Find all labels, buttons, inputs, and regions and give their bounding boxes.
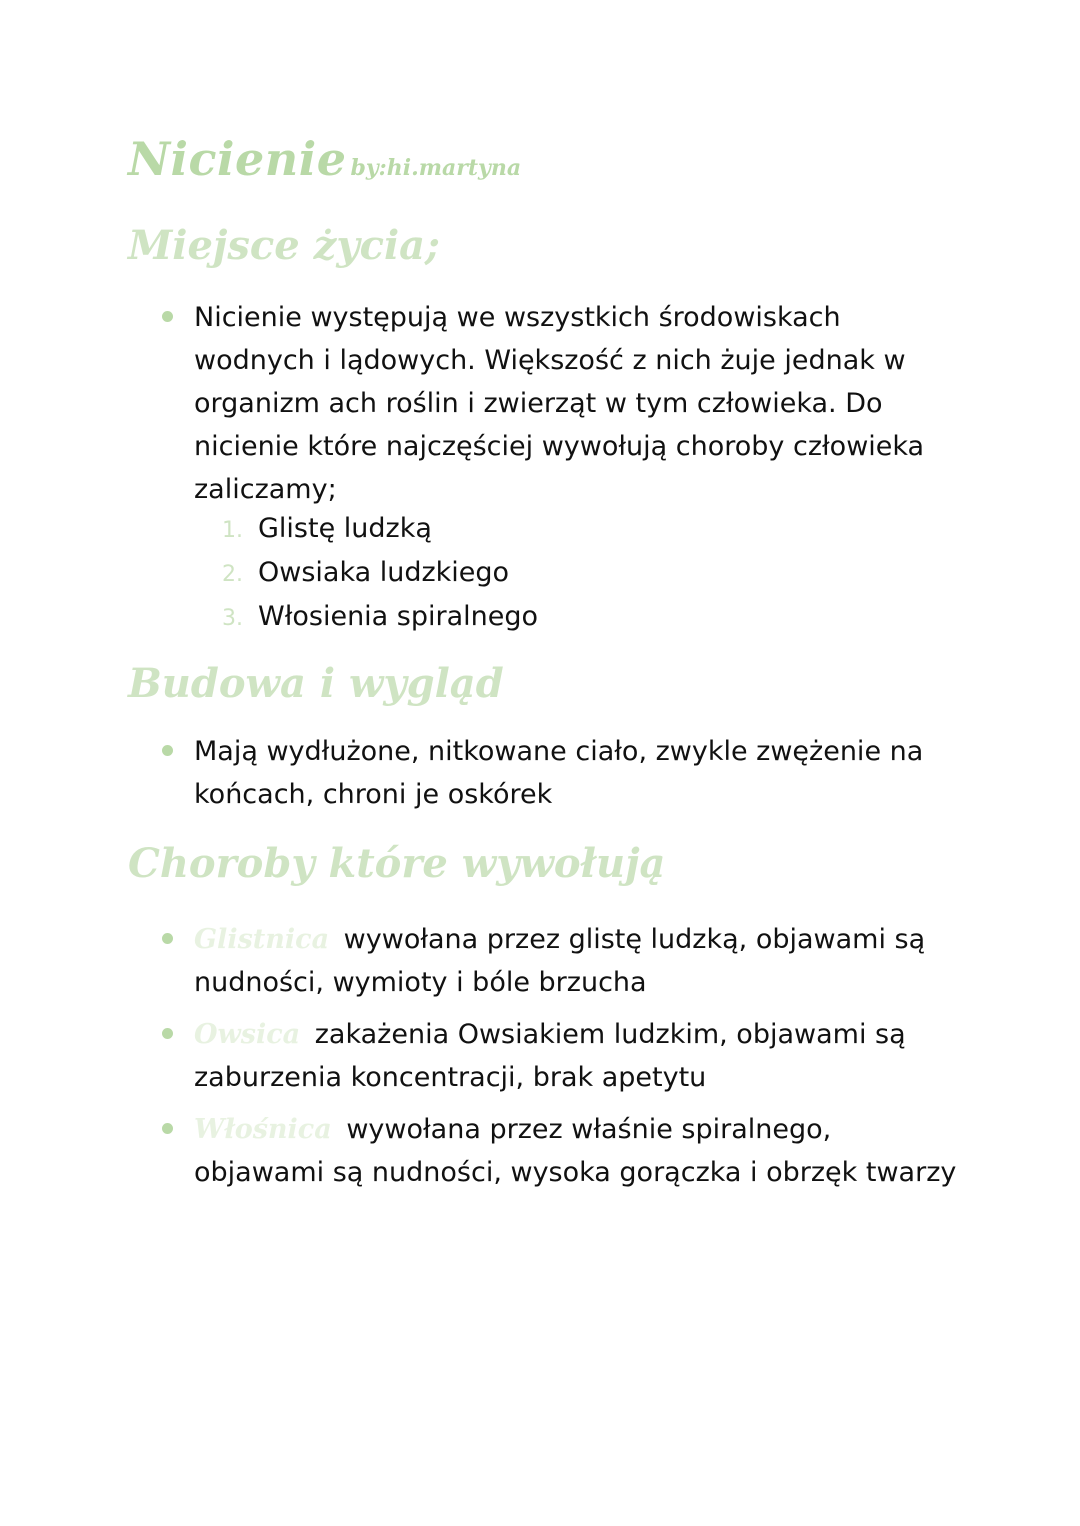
- structure-paragraph: Mają wydłużone, nitkowane ciało, zwykle zwężenie na końcach, chroni je oskórek: [194, 736, 924, 810]
- list-number: 1.: [222, 518, 243, 543]
- nematode-numbered-list: [222, 508, 538, 640]
- bullet-dot-icon: [162, 1123, 173, 1134]
- list-number: 2.: [222, 562, 243, 587]
- list-item: [222, 596, 538, 640]
- disease-term: Włośnica: [194, 1114, 332, 1145]
- bullet-dot-icon: [162, 1028, 173, 1039]
- disease-description: wywołana przez właśnie spiralnego, objawami są nudności, wysoka gorączka i obrzęk twarzy: [194, 1114, 957, 1188]
- disease-description: wywołana przez glistę ludzką, objawami są nudności, wymioty i bóle brzucha: [194, 924, 926, 998]
- bullet-dot-icon: [162, 311, 173, 322]
- list-item: [160, 1013, 960, 1099]
- list-item: [222, 508, 538, 552]
- list-text: Włosienia spiralnego: [258, 601, 539, 632]
- disease-description: zakażenia Owsiakiem ludzkim, objawami są zaburzenia koncentracji, brak apetytu: [194, 1019, 906, 1093]
- section-heading-habitat: Miejsce życia;: [128, 222, 440, 269]
- habitat-bullet-list: [160, 296, 960, 520]
- list-item: [222, 552, 538, 596]
- list-text: Owsiaka ludzkiego: [258, 557, 510, 588]
- list-text: Glistę ludzką: [258, 513, 432, 544]
- habitat-paragraph: Nicienie występują we wszystkich środowiskach wodnych i lądowych. Większość z nich żuje jednak w organizm ach roślin i zwierząt w tym człowieka. Do nicienie które najczęściej wywołują choroby człowieka zaliczamy;: [194, 302, 925, 505]
- section-heading-diseases: Choroby które wywołują: [128, 840, 666, 887]
- structure-bullet-list: [160, 730, 960, 825]
- section-heading-structure: Budowa i wygląd: [128, 660, 504, 707]
- list-item: [160, 918, 960, 1004]
- bullet-dot-icon: [162, 933, 173, 944]
- list-item: [160, 1108, 960, 1194]
- page-title: Nicienie: [128, 132, 347, 186]
- list-item: [160, 730, 960, 816]
- disease-term: Owsica: [194, 1019, 301, 1050]
- list-item: [160, 296, 960, 511]
- disease-term: Glistnica: [194, 924, 330, 955]
- title-row: [128, 132, 521, 186]
- bullet-dot-icon: [162, 745, 173, 756]
- author-byline: by:hi.martyna: [350, 155, 522, 181]
- diseases-bullet-list: [160, 918, 960, 1203]
- list-number: 3.: [222, 606, 243, 631]
